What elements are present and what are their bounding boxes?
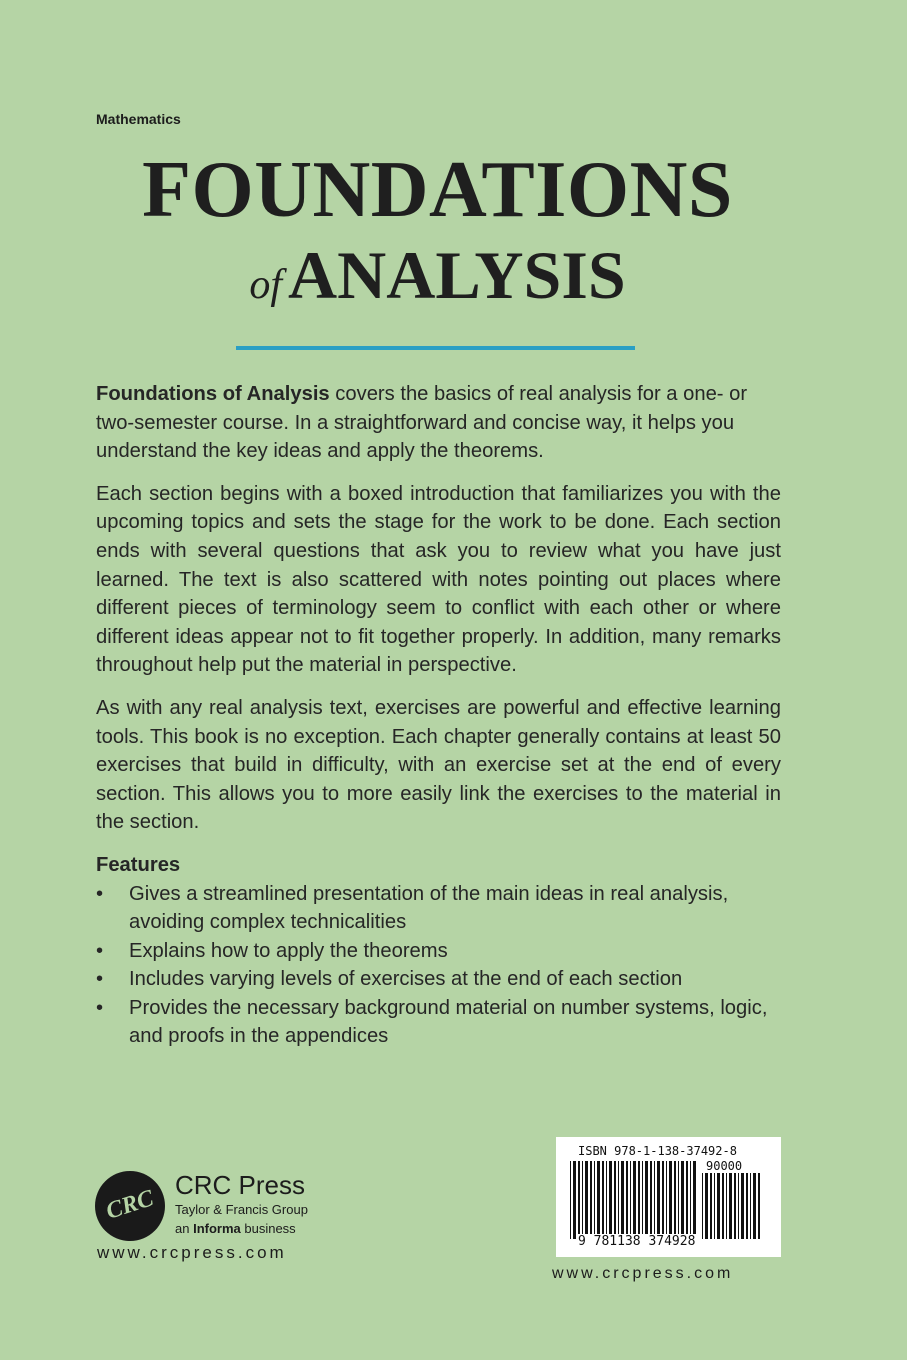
bullet-icon: •	[96, 996, 104, 1019]
barcode-bar	[686, 1161, 688, 1239]
barcode-bar	[710, 1173, 712, 1239]
informa-name: Informa	[193, 1221, 241, 1236]
barcode-bar	[669, 1161, 672, 1239]
barcode-addon-bars	[702, 1173, 764, 1239]
barcode-bar	[729, 1173, 732, 1239]
barcode-bar	[705, 1173, 708, 1239]
book-name: Foundations of Analysis	[96, 383, 330, 405]
barcode-bar	[674, 1161, 676, 1239]
title-of: of	[249, 262, 282, 308]
barcode-bar	[606, 1161, 607, 1239]
feature-item	[96, 994, 781, 1051]
barcode-bar	[662, 1161, 664, 1239]
barcode-bar	[642, 1161, 643, 1239]
barcode-bar	[597, 1161, 600, 1239]
barcode-bar	[657, 1161, 660, 1239]
footer-url: www.crcpress.com	[552, 1265, 734, 1282]
barcode-bar	[570, 1161, 571, 1239]
title-line-2	[0, 237, 875, 329]
isbn-text: ISBN 978-1-138-37492-8	[578, 1144, 737, 1158]
barcode-bar	[578, 1161, 580, 1239]
barcode-bar	[693, 1161, 696, 1239]
barcode-bar	[746, 1173, 748, 1239]
barcode-bar	[590, 1161, 592, 1239]
barcode-bars	[570, 1161, 700, 1239]
publisher-url: www.crcpress.com	[97, 1243, 287, 1262]
description	[96, 380, 781, 1051]
barcode-bar	[726, 1173, 727, 1239]
features-list	[96, 880, 781, 1052]
feature-item	[96, 965, 781, 994]
barcode-bar	[630, 1161, 631, 1239]
barcode-bar	[614, 1161, 616, 1239]
informa-suffix: business	[240, 1221, 296, 1236]
barcode-bar	[654, 1161, 655, 1239]
barcode	[556, 1137, 781, 1257]
title-line-1: FOUNDATIONS	[142, 146, 733, 234]
barcode-bar	[734, 1173, 736, 1239]
barcode-number: 9 781138 374928	[578, 1234, 696, 1249]
bullet-icon: •	[96, 968, 104, 991]
barcode-bar	[690, 1161, 691, 1239]
feature-item	[96, 937, 781, 966]
informa-prefix: an	[175, 1221, 194, 1236]
barcode-bar	[618, 1161, 619, 1239]
barcode-bar	[650, 1161, 652, 1239]
barcode-bar	[738, 1173, 739, 1239]
barcode-bar	[609, 1161, 612, 1239]
feature-text: Explains how to apply the theorems	[129, 939, 448, 962]
barcode-bar	[753, 1173, 756, 1239]
crc-logo-text: CRC	[102, 1185, 157, 1225]
barcode-bar	[722, 1173, 724, 1239]
feature-text: Provides the necessary background material on number systems, logic, and proofs in the appendices	[129, 996, 768, 1048]
barcode-bar	[594, 1161, 595, 1239]
category-label: Mathematics	[96, 111, 181, 127]
description-paragraph-2: Each section begins with a boxed introduction that familiarizes you with the upcoming topics and sets the stage for the work to be done. Each section ends with several questions that ask you to review what you have just learned. The text is also scattered with notes pointing out places where different pieces of terminology seem to conflict with each other or where different ideas appear not to fit together properly. In addition, many remarks throughout help put the material in perspective.	[96, 482, 781, 677]
title-divider	[236, 346, 635, 350]
barcode-bar	[702, 1173, 703, 1239]
barcode-bar	[626, 1161, 628, 1239]
feature-text: Includes varying levels of exercises at the end of each section	[129, 968, 683, 991]
description-paragraph-3: As with any real analysis text, exercises are powerful and effective learning tools. This book is no exception. Each chapter generally contains at least 50 exercises that build in difficulty, with an exercise set at the end of every section. This allows you to more easily link the exercises to the material in the section.	[96, 696, 781, 834]
barcode-bar	[717, 1173, 720, 1239]
barcode-bar	[758, 1173, 760, 1239]
description-paragraph-1	[96, 380, 781, 466]
crc-logo-icon	[95, 1171, 165, 1241]
barcode-bar	[621, 1161, 624, 1239]
publisher-group: Taylor & Francis Group	[175, 1202, 308, 1217]
barcode-bar	[638, 1161, 640, 1239]
bullet-icon: •	[96, 882, 104, 905]
feature-item	[96, 880, 781, 937]
barcode-bar	[573, 1161, 576, 1239]
bullet-icon: •	[96, 939, 104, 962]
feature-text: Gives a streamlined presentation of the main ideas in real analysis, avoiding complex technicalities	[129, 882, 729, 934]
barcode-bar	[602, 1161, 604, 1239]
publisher-name: CRC Press	[175, 1170, 306, 1200]
barcode-bar	[750, 1173, 751, 1239]
title-analysis: ANALYSIS	[288, 237, 626, 313]
features-heading: Features	[96, 853, 181, 876]
barcode-bar	[678, 1161, 679, 1239]
barcode-bar	[681, 1161, 684, 1239]
barcode-bar	[582, 1161, 583, 1239]
barcode-bar	[633, 1161, 636, 1239]
barcode-bar	[585, 1161, 588, 1239]
publisher-informa	[175, 1221, 296, 1236]
barcode-bar	[741, 1173, 744, 1239]
barcode-bar	[714, 1173, 715, 1239]
barcode-bar	[666, 1161, 667, 1239]
barcode-bar	[645, 1161, 648, 1239]
price-code: 90000	[706, 1159, 743, 1173]
paragraph-1-text: covers the basics of real analysis for a one- or two-semester course. In a straightforward and concise way, it helps you understand the key ideas and apply the theorems.	[96, 383, 748, 463]
